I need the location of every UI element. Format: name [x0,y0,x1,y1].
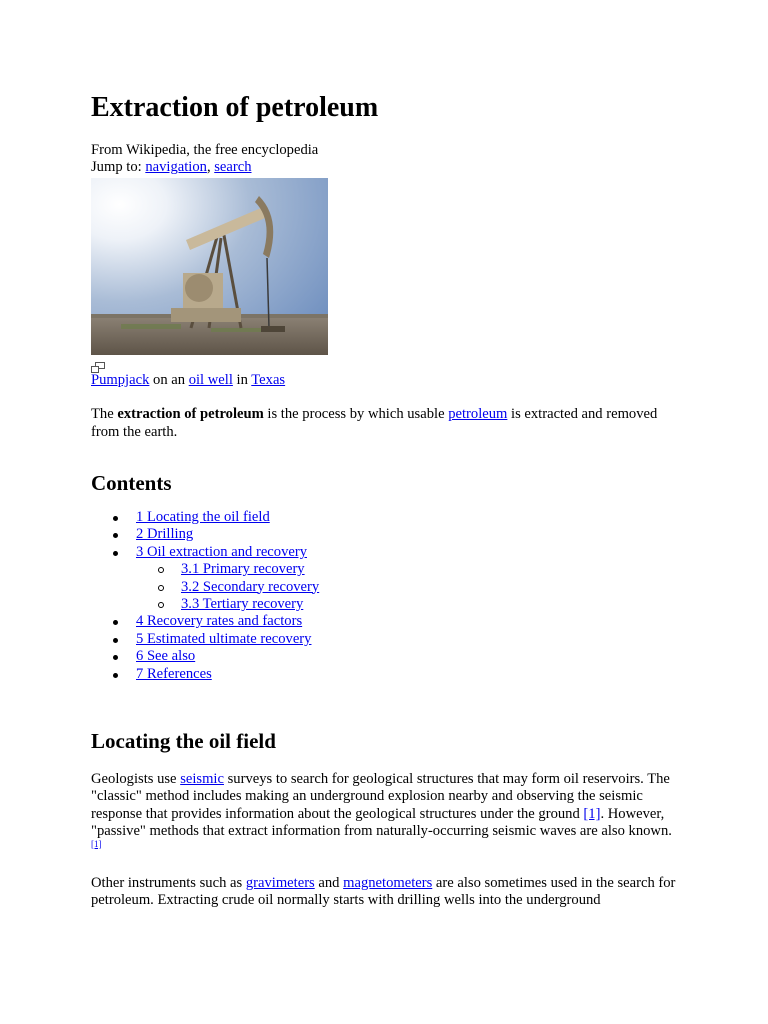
caption-text: on an [149,371,189,388]
bullet-icon [113,620,118,625]
toc-item [91,509,691,526]
toc-link[interactable]: 2 Drilling [136,526,194,543]
paragraph-text: are also sometimes used in the search for petroleum. Extracting crude oil normally starts with drilling wells into the underground [91,874,676,909]
bullet-icon [113,673,118,678]
table-of-contents [91,509,691,683]
gravimeters-link[interactable]: gravimeters [245,874,315,891]
jump-navigation-link[interactable]: navigation [145,159,207,176]
intro-text: The [91,406,118,423]
intro-paragraph [91,406,681,441]
toc-link[interactable]: 1 Locating the oil field [136,509,270,526]
toc-item [91,613,691,630]
page-title: Extraction of petroleum [91,92,379,123]
pumpjack-photo [91,178,328,355]
caption-pumpjack-link[interactable]: Pumpjack [91,371,150,388]
reference-link[interactable]: [1] [583,805,601,822]
bullet-icon [158,567,164,573]
toc-item [91,596,691,613]
bullet-icon [158,585,164,591]
intro-text: is the process by which usable [263,406,449,423]
petroleum-link[interactable]: petroleum [448,406,508,423]
jump-search-link[interactable]: search [214,159,252,176]
paragraph-text: Geologists use [91,770,181,787]
intro-bold-term: extraction of petroleum [117,406,264,423]
magnetometers-link[interactable]: magnetometers [343,874,433,891]
bullet-icon [113,516,118,521]
pumpjack-image[interactable] [91,178,328,355]
toc-link[interactable]: 3.3 Tertiary recovery [181,595,304,612]
toc-item [91,579,691,596]
jump-links [91,159,691,176]
bullet-icon [158,602,164,608]
paragraph-text: surveys to search for geological structures that may form oil reservoirs. The "classic" method includes making an underground explosion nearby and observing the seismic response that provides information about the geological structures under the ground [91,770,670,822]
contents-heading: Contents [91,471,172,496]
intro-text: is extracted and removed from the earth. [91,406,658,440]
jump-prefix: Jump to: [91,159,146,176]
toc-item [91,561,691,578]
toc-item [91,648,691,665]
toc-link[interactable]: 3 Oil extraction and recovery [136,543,307,560]
site-subtitle: From Wikipedia, the free encyclopedia [91,142,319,158]
toc-link[interactable]: 3.1 Primary recovery [181,561,305,578]
toc-link[interactable]: 7 References [136,665,212,682]
jump-separator: , [206,159,215,176]
paragraph-text: Other instruments such as [91,874,246,891]
image-caption [91,372,691,389]
caption-texas-link[interactable]: Texas [251,371,286,388]
caption-text: in [232,371,252,388]
section-heading-locating: Locating the oil field [91,728,276,753]
toc-item [91,544,691,561]
toc-link[interactable]: 6 See also [136,648,196,665]
section-paragraph [91,771,681,858]
bullet-icon [113,551,118,556]
bullet-icon [113,655,118,660]
toc-link[interactable]: 4 Recovery rates and factors [136,613,303,630]
paragraph-text: . However, "passive" methods that extract information from naturally-occurring seismic waves are also known. [91,805,672,840]
caption-oil-well-link[interactable]: oil well [188,371,233,388]
toc-item [91,666,691,683]
section-paragraph [91,875,681,910]
bullet-icon [113,638,118,643]
enlarge-button[interactable] [91,361,691,372]
paragraph-text: and [314,874,344,891]
bullet-icon [113,533,118,538]
toc-link[interactable]: 5 Estimated ultimate recovery [136,630,312,647]
seismic-link[interactable]: seismic [180,770,224,787]
toc-item [91,526,691,543]
toc-item [91,631,691,648]
reference-superscript-link[interactable]: [1] [91,838,102,849]
toc-link[interactable]: 3.2 Secondary recovery [181,578,320,595]
